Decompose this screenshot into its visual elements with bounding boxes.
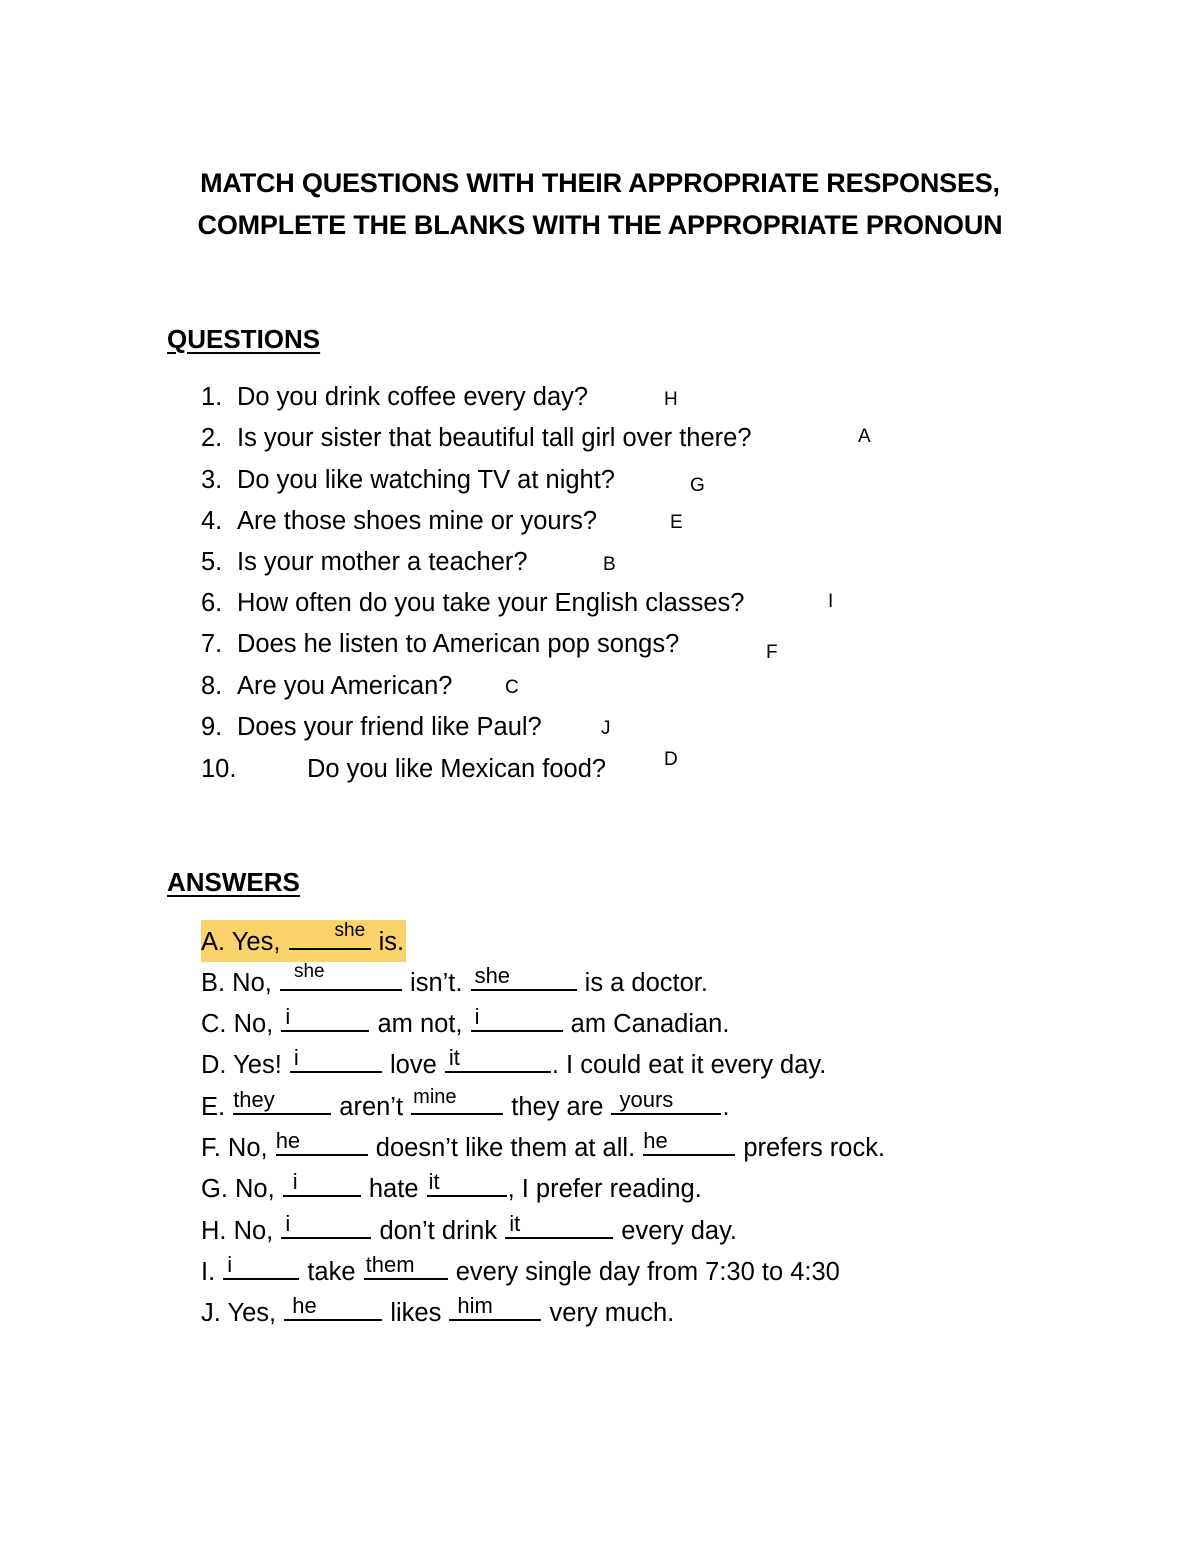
answer-blank[interactable] [280, 961, 402, 991]
blank-fill: he [643, 1128, 668, 1153]
question-text: Does he listen to American pop songs? [237, 630, 680, 658]
question-match-letter: F [766, 642, 778, 663]
question-item [0, 707, 1200, 747]
question-match-letter: J [601, 718, 611, 739]
answer-blank[interactable] [281, 1209, 371, 1239]
answer-text: I. [201, 1258, 223, 1286]
answer-blank[interactable] [611, 1085, 721, 1115]
question-match-letter: B [603, 554, 616, 575]
answer-line [201, 1250, 840, 1292]
answer-text: prefers rock. [736, 1134, 886, 1162]
answer-blank[interactable] [283, 1167, 361, 1197]
blank-fill: he [292, 1293, 317, 1318]
answer-text: take [300, 1258, 363, 1286]
answer-text: , I prefer reading. [507, 1175, 702, 1203]
questions-heading: QUESTIONS [167, 324, 321, 354]
answer-blank[interactable] [276, 1126, 368, 1156]
answer-text: every day. [614, 1217, 738, 1245]
question-item [0, 460, 1200, 500]
question-match-letter: H [664, 389, 678, 410]
question-item [0, 749, 1200, 789]
answer-text: B. No, [201, 969, 279, 997]
question-text: Does your friend like Paul? [237, 713, 542, 741]
question-number: 6. [201, 589, 223, 617]
answer-line [201, 1043, 826, 1085]
answer-blank[interactable] [471, 1002, 563, 1032]
question-item [0, 666, 1200, 706]
answer-item-g [0, 1167, 1200, 1207]
answer-text: is. [371, 928, 405, 956]
answer-text: isn’t. [402, 969, 470, 997]
answer-text: am not, [370, 1010, 470, 1038]
answer-text: aren’t [332, 1093, 411, 1121]
blank-fill: i [285, 1004, 291, 1029]
blank-fill: i [293, 1045, 299, 1070]
answer-text: F. No, [201, 1134, 275, 1162]
answer-text: is a doctor. [577, 969, 708, 997]
answer-text: every single day from 7:30 to 4:30 [448, 1258, 840, 1286]
answer-blank[interactable] [643, 1126, 735, 1156]
question-text: Do you like watching TV at night? [237, 466, 615, 494]
answer-text: H. No, [201, 1217, 281, 1245]
blank-fill: him [457, 1293, 493, 1318]
answer-item-e [0, 1085, 1200, 1125]
blank-fill: yours [619, 1087, 674, 1112]
answer-text: G. No, [201, 1175, 282, 1203]
answer-blank[interactable] [281, 1002, 369, 1032]
answer-line [201, 961, 708, 1003]
question-match-letter: I [828, 591, 834, 612]
blank-fill: i [227, 1252, 233, 1277]
answer-text: . I could eat it every day. [551, 1051, 827, 1079]
question-match-letter: D [664, 749, 678, 770]
blank-fill: i [474, 1004, 480, 1029]
question-text: Do you like Mexican food? [307, 755, 607, 783]
answer-blank[interactable] [290, 1043, 382, 1073]
question-text: Is your mother a teacher? [237, 548, 528, 576]
question-item [0, 501, 1200, 541]
question-number: 4. [201, 507, 223, 535]
answer-text: C. No, [201, 1010, 281, 1038]
question-text: Are those shoes mine or yours? [237, 507, 598, 535]
answer-blank[interactable] [364, 1250, 448, 1280]
blank-fill: i [292, 1169, 298, 1194]
blank-fill: them [365, 1252, 415, 1277]
question-number: 10. [201, 755, 237, 783]
answer-line [201, 1167, 702, 1209]
answer-line [201, 1291, 674, 1333]
question-number: 2. [201, 424, 223, 452]
answer-text: D. Yes! [201, 1051, 289, 1079]
answer-line [201, 1085, 730, 1127]
blank-fill: they [233, 1087, 275, 1112]
answer-text: am Canadian. [563, 1010, 730, 1038]
answer-text: hate [361, 1175, 426, 1203]
blank-fill: she [334, 920, 366, 941]
answer-text: they are [504, 1093, 611, 1121]
answer-text: J. Yes, [201, 1299, 284, 1327]
answer-line [201, 1209, 737, 1251]
question-number: 5. [201, 548, 223, 576]
answer-highlight [201, 920, 406, 962]
question-item [0, 418, 1200, 458]
question-text: Do you drink coffee every day? [237, 383, 589, 411]
question-item [0, 377, 1200, 417]
answer-blank[interactable] [427, 1167, 507, 1197]
question-text: How often do you take your English classes? [237, 589, 745, 617]
blank-fill: it [448, 1045, 460, 1070]
question-match-letter: G [690, 475, 705, 496]
answer-text: E. [201, 1093, 233, 1121]
answer-text: very much. [542, 1299, 675, 1327]
answer-text: A. Yes, [201, 928, 288, 956]
answer-text: love [382, 1051, 444, 1079]
title-line-1: MATCH QUESTIONS WITH THEIR APPROPRIATE RESPONSES, [200, 168, 1000, 198]
answer-item-h [0, 1209, 1200, 1249]
answer-item-j [0, 1291, 1200, 1331]
answer-blank[interactable] [223, 1250, 299, 1280]
answer-item-b [0, 961, 1200, 1001]
answer-text: . [722, 1093, 730, 1121]
question-number: 3. [201, 466, 223, 494]
answer-item-i [0, 1250, 1200, 1290]
blank-fill: it [509, 1211, 521, 1236]
question-match-letter: E [670, 512, 683, 533]
blank-fill: he [275, 1128, 301, 1153]
answer-blank[interactable] [449, 1291, 541, 1321]
question-match-letter: C [505, 677, 519, 698]
answer-blank[interactable] [445, 1043, 551, 1073]
title-line-2: COMPLETE THE BLANKS WITH THE APPROPRIATE PRONOUN [197, 210, 1003, 240]
question-match-letter: A [858, 426, 871, 447]
question-item [0, 624, 1200, 664]
answer-text: likes [383, 1299, 449, 1327]
blank-fill: she [474, 963, 511, 988]
question-number: 7. [201, 630, 223, 658]
answer-text: don’t drink [372, 1217, 505, 1245]
blank-fill: mine [413, 1086, 457, 1108]
answer-item-f [0, 1126, 1200, 1166]
answer-line [201, 1126, 885, 1168]
answer-blank[interactable] [233, 1085, 331, 1115]
answer-line [201, 1002, 729, 1044]
blank-fill: i [285, 1211, 291, 1236]
answer-blank[interactable] [471, 961, 577, 991]
blank-fill: it [428, 1169, 440, 1194]
question-text: Is your sister that beautiful tall girl over there? [237, 424, 752, 452]
question-text: Are you American? [237, 672, 453, 700]
question-item [0, 583, 1200, 623]
answer-item-a [0, 920, 1200, 960]
question-number: 8. [201, 672, 223, 700]
answer-item-c [0, 1002, 1200, 1042]
question-number: 1. [201, 383, 223, 411]
blank-fill: she [293, 961, 325, 982]
answer-blank[interactable] [411, 1085, 503, 1115]
answer-blank[interactable] [505, 1209, 613, 1239]
answer-item-d [0, 1043, 1200, 1083]
question-number: 9. [201, 713, 223, 741]
answer-text: doesn’t like them at all. [368, 1134, 643, 1162]
answers-heading: ANSWERS [167, 867, 300, 897]
answer-blank[interactable] [284, 1291, 382, 1321]
question-item [0, 542, 1200, 582]
answer-blank[interactable] [289, 920, 371, 950]
